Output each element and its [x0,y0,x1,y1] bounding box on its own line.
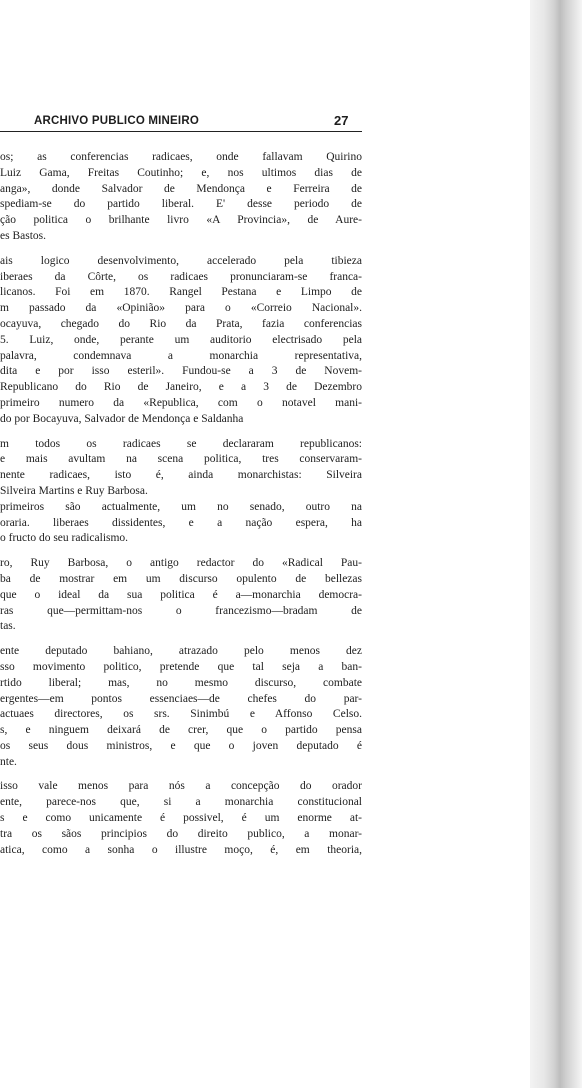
text-line: ro, Ruy Barbosa, o antigo redactor do «Radical Pau- [0,557,362,570]
paragraph [0,150,362,245]
text-line: ção politica o brilhante livro «A Provincia», de Aure- [0,214,362,227]
text-line: os; as conferencias radicaes, onde fallavam Quirino [0,151,362,163]
text-line: primeiros são actualmente, um no senado, outro na [0,500,362,513]
text-line: Republicano do Rio de Janeiro, e a 3 de Dezembro [0,381,362,394]
text-line: licanos. Foi em 1870. Rangel Pestana e Limpo de [0,286,362,299]
text-line: actuaes directores, os srs. Sinimbú e Affonso Celso. [0,708,362,721]
text-line: ente, parece-nos que, si a monarchia constitucional [0,796,362,809]
text-line: Luiz Gama, Freitas Coutinho; e, nos ultimos dias de [0,166,362,179]
text-line: tas. [0,620,16,633]
text-line: primeiro numero da «Republica, com o notavel mani- [0,396,362,409]
text-line: Silveira Martins e Ruy Barbosa. [0,484,148,497]
text-line: os seus dous ministros, e que o joven deputado é [0,739,362,752]
text-line: sso movimento politico, pretende que tal seja a ban- [0,660,362,673]
paragraph [0,556,362,635]
page-number: 27 [334,113,349,128]
running-title: ARCHIVO PUBLICO MINEIRO [34,115,199,127]
text-line: ergentes—em pontos essenciaes—de chefes do par- [0,692,362,705]
text-line: anga», donde Salvador de Mendonça e Ferreira de [0,182,362,195]
text-line: do por Bocayuva, Salvador de Mendonça e Saldanha [0,412,244,425]
text-line: oraria. liberaes dissidentes, e a nação espera, ha [0,516,362,529]
book-gutter-shadow [530,0,582,1088]
text-line: tra os sãos principios do direito publico, a monar- [0,827,362,840]
text-line: palavra, condemnava a monarchia representativa, [0,349,362,362]
body-text [0,150,362,858]
text-line: iberaes da Côrte, os radicaes pronunciaram-se franca- [0,270,362,283]
text-line: 5. Luiz, onde, perante um auditorio electrisado pela [0,333,362,346]
text-line: ras que—permittam-nos o francezismo—bradam de [0,604,362,617]
text-line: o fructo do seu radicalismo. [0,532,129,545]
text-line: rtido liberal; mas, no mesmo discurso, combate [0,676,362,689]
text-line: nte. [0,755,17,768]
paragraph [0,437,362,548]
text-line: ba de mostrar em um discurso opulento de bellezas [0,572,362,585]
text-line: dita e por isso esteril». Fundou-se a 3 de Novem- [0,365,362,378]
paragraph [0,779,362,858]
text-line: spediam-se do partido liberal. E' desse periodo de [0,198,362,211]
page-header [0,113,362,132]
text-line: ente deputado bahiano, atrazado pelo menos dez [0,645,362,658]
text-line: s, e ninguem deixará de crer, que o partido pensa [0,724,362,737]
text-line: e mais avultam na scena politica, tres conservaram- [0,453,362,466]
text-line: m todos os radicaes se declararam republicanos: [0,437,362,450]
text-line: isso vale menos para nós a concepção do orador [0,780,362,793]
text-line: ocayuva, chegado do Rio da Prata, fazia conferencias [0,317,362,330]
text-line: que o ideal da sua politica é a—monarchia democra- [0,588,362,601]
text-line: ais logico desenvolvimento, accelerado pela tibieza [0,254,362,267]
paragraph [0,254,362,428]
text-line: m passado da «Opinião» para o «Correio Nacional». [0,302,362,315]
text-line: es Bastos. [0,229,46,242]
text-line: atica, como a sonha o illustre moço, é, em theoria, [0,843,362,856]
text-line: nente radicaes, isto é, ainda monarchistas: Silveira [0,469,362,482]
text-line: s e como unicamente é possivel, é um enorme at- [0,812,362,825]
paragraph [0,644,362,770]
